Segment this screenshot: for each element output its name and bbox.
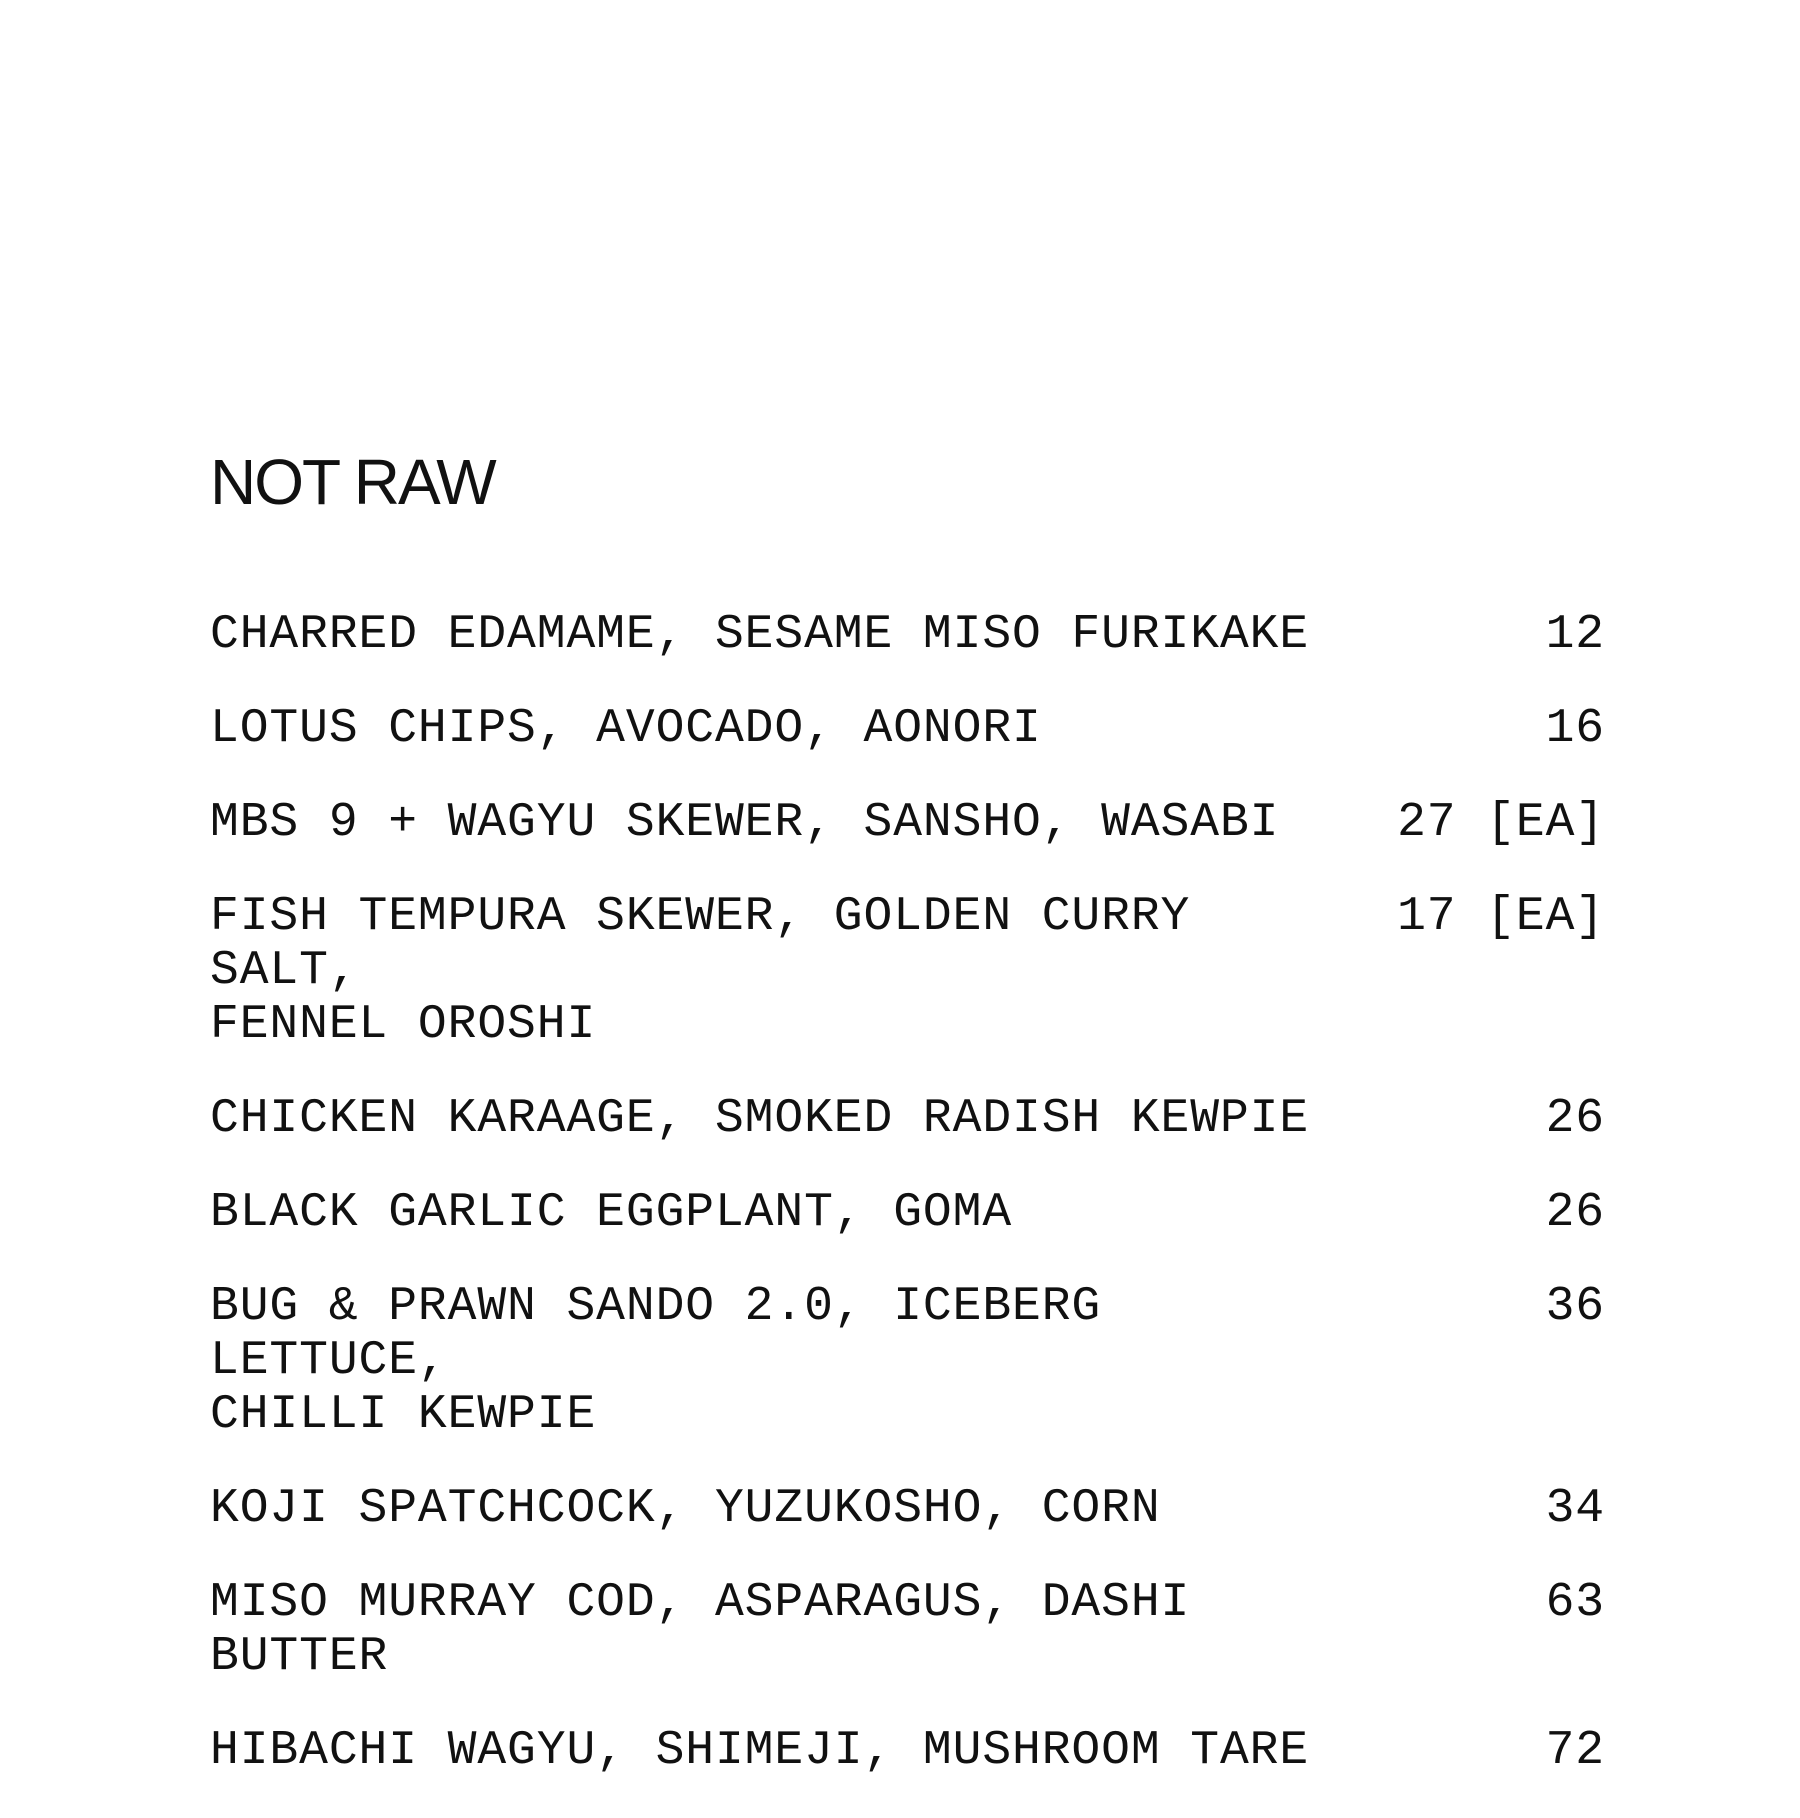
menu-item-price: 17 [EA]: [1397, 890, 1605, 944]
menu-item-price: 63: [1545, 1576, 1605, 1630]
menu-item: [210, 1482, 1605, 1536]
menu-item-name: KOJI SPATCHCOCK, YUZUKOSHO, CORN: [210, 1482, 1161, 1536]
menu-item: [210, 1280, 1605, 1442]
menu-item: [210, 1186, 1605, 1240]
menu-item-price: 27 [EA]: [1397, 796, 1605, 850]
menu-item-name: MISO MURRAY COD, ASPARAGUS, DASHI BUTTER: [210, 1576, 1191, 1684]
menu-item-name: FISH TEMPURA SKEWER, GOLDEN CURRY SALT, FENNEL OROSHI: [210, 890, 1191, 1052]
menu-item-price: 34: [1545, 1482, 1605, 1536]
menu-item-name: CHARRED EDAMAME, SESAME MISO FURIKAKE: [210, 608, 1310, 662]
menu-item-name: BLACK GARLIC EGGPLANT, GOMA: [210, 1186, 1013, 1240]
menu-item-price: 26: [1545, 1092, 1605, 1146]
menu-item-name: MBS 9 + WAGYU SKEWER, SANSHO, WASABI: [210, 796, 1280, 850]
menu-item-price: 72: [1545, 1724, 1605, 1778]
menu-item: [210, 1092, 1605, 1146]
menu-item-price: 12: [1545, 608, 1605, 662]
menu-section-title: NOT RAW: [210, 446, 495, 518]
menu-item-name: HIBACHI WAGYU, SHIMEJI, MUSHROOM TARE: [210, 1724, 1310, 1778]
menu-item-price: 36: [1545, 1280, 1605, 1334]
menu-item-name: CHICKEN KARAAGE, SMOKED RADISH KEWPIE: [210, 1092, 1310, 1146]
menu-item: [210, 1724, 1605, 1778]
menu-item-price: 16: [1545, 702, 1605, 756]
menu-item: [210, 796, 1605, 850]
menu-item-price: 26: [1545, 1186, 1605, 1240]
menu-item: [210, 890, 1605, 1052]
menu-item: [210, 608, 1605, 662]
menu-list: [210, 608, 1605, 1818]
menu-item-name: LOTUS CHIPS, AVOCADO, AONORI: [210, 702, 1042, 756]
menu-item: [210, 702, 1605, 756]
menu-item: [210, 1576, 1605, 1684]
menu-item-name: BUG & PRAWN SANDO 2.0, ICEBERG LETTUCE, CHILLI KEWPIE: [210, 1280, 1102, 1442]
